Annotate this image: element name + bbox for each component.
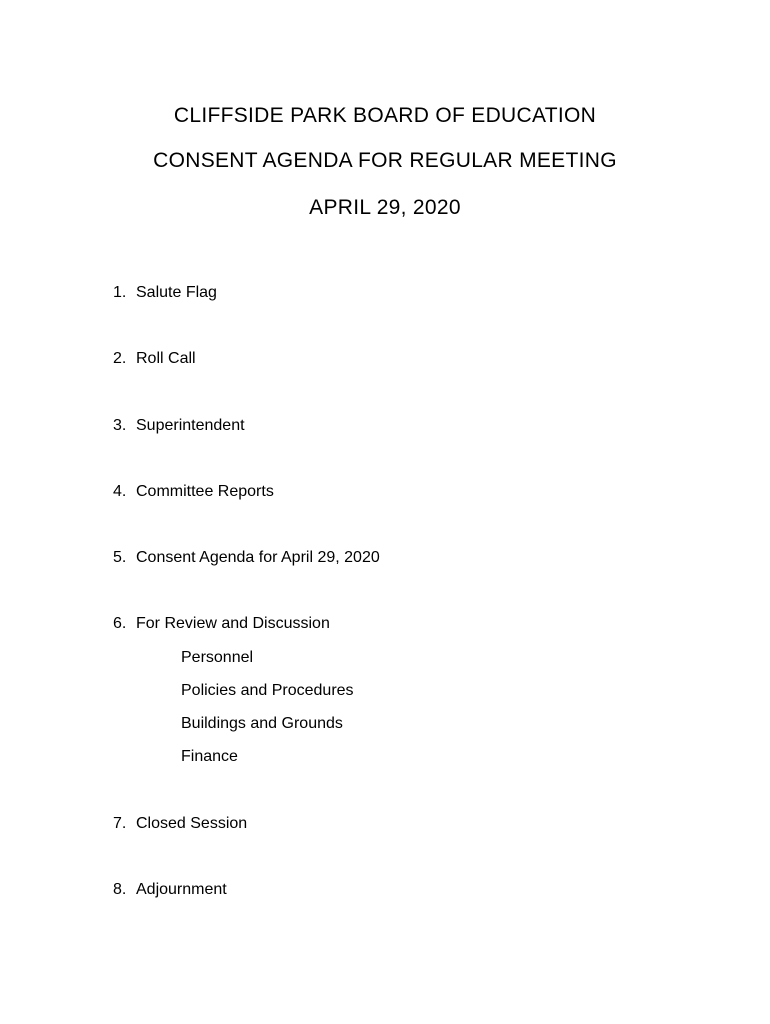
agenda-item-adjournment (113, 881, 227, 899)
agenda-item-superintendent (113, 417, 245, 435)
document-title-board: CLIFFSIDE PARK BOARD OF EDUCATION (173, 104, 597, 127)
agenda-item-number: 4. (113, 483, 127, 500)
agenda-item-review-discussion (113, 615, 330, 633)
agenda-item-label: Roll Call (136, 350, 196, 367)
subitem-personnel: Personnel (181, 649, 254, 666)
agenda-item-number: 3. (113, 417, 127, 434)
agenda-item-roll-call (113, 350, 196, 368)
subitem-finance: Finance (181, 748, 238, 765)
agenda-item-number: 7. (113, 815, 127, 832)
document-title-agenda: CONSENT AGENDA FOR REGULAR MEETING (153, 149, 617, 172)
agenda-item-committee-reports (113, 483, 274, 501)
agenda-item-label: Closed Session (136, 815, 248, 832)
agenda-item-label: Adjournment (136, 881, 227, 898)
subitem-buildings-grounds: Buildings and Grounds (181, 715, 343, 732)
agenda-item-closed-session (113, 815, 247, 833)
agenda-item-label: Superintendent (136, 417, 245, 434)
agenda-item-number: 2. (113, 350, 127, 367)
subitem-policies-procedures: Policies and Procedures (181, 682, 354, 699)
agenda-item-consent-agenda (113, 549, 380, 567)
agenda-item-label: Consent Agenda for April 29, 2020 (136, 549, 380, 566)
agenda-item-number: 5. (113, 549, 127, 566)
document-title-date: APRIL 29, 2020 (309, 196, 461, 219)
agenda-item-salute-flag (113, 284, 217, 302)
agenda-item-number: 6. (113, 615, 127, 632)
agenda-item-number: 1. (113, 284, 127, 301)
agenda-item-label: Salute Flag (136, 284, 217, 301)
agenda-item-number: 8. (113, 881, 127, 898)
agenda-item-label: Committee Reports (136, 483, 274, 500)
agenda-item-label: For Review and Discussion (136, 615, 330, 632)
